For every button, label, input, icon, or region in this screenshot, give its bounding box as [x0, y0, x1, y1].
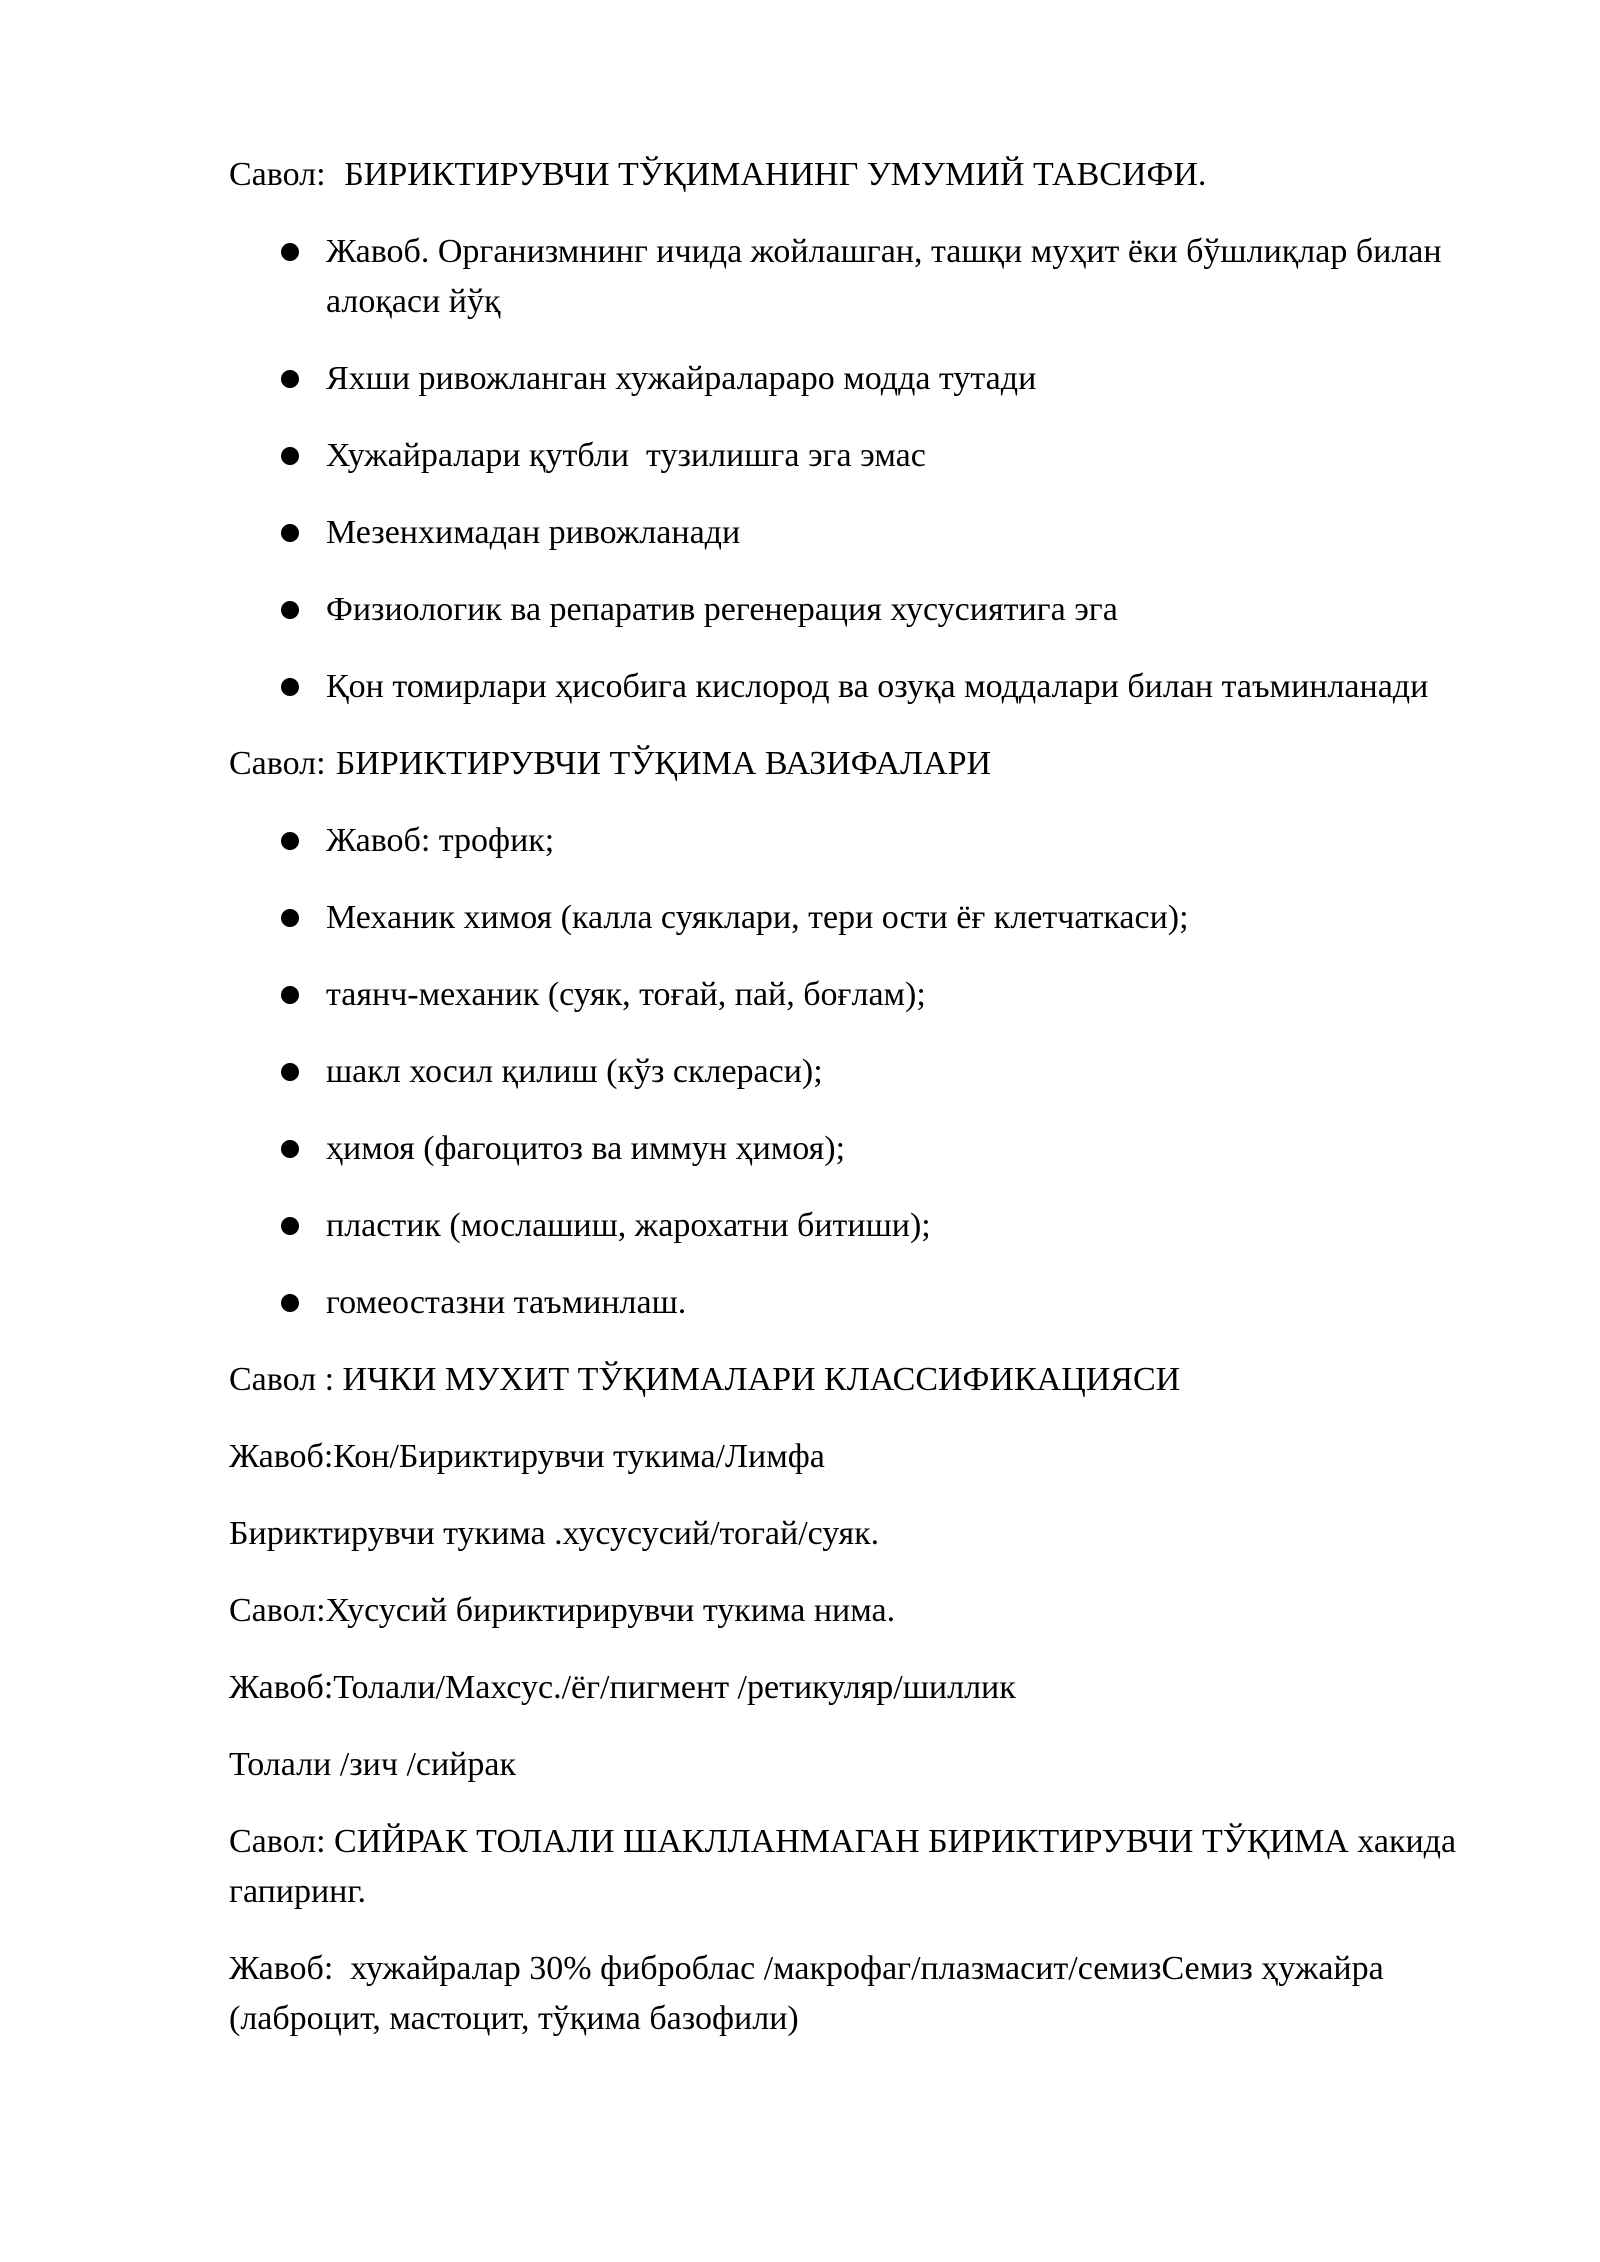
- bullet-icon: [281, 832, 299, 850]
- bullet-icon: [281, 678, 299, 696]
- list-item: [229, 970, 1519, 1020]
- answer-paragraph: Жавоб: хужайралар 30% фиброблас /макрофаг/плазмасит/семизСемиз ҳужайра (лаброцит, мастоцит, тўқима базофили): [229, 1950, 1393, 2037]
- list-item: [229, 816, 1519, 866]
- bullet-icon: [281, 1063, 299, 1081]
- question-1: [229, 150, 1519, 200]
- document-page: [229, 150, 1519, 2071]
- list-item-text: ҳимоя (фагоцитоз ва иммун ҳимоя);: [326, 1130, 846, 1167]
- bullet-icon: [281, 1140, 299, 1158]
- question-5: Савол: СИЙРАК ТОЛАЛИ ШАКЛЛАНМАГАН БИРИКТИРУВЧИ ТЎҚИМА хакида гапиринг.: [229, 1823, 1457, 1910]
- list-item-text: пластик (мослашиш, жарохатни битиши);: [326, 1207, 931, 1244]
- list-item-text: Қон томирлари ҳисобига кислород ва озуқа моддалари билан таъминланади: [326, 668, 1429, 705]
- answer-list-2: [229, 816, 1519, 1328]
- list-item: [229, 1201, 1519, 1251]
- list-item-text: гомеостазни таъминлаш.: [326, 1284, 687, 1321]
- list-item-text: Физиологик ва репаратив регенерация хусусиятига эга: [326, 591, 1118, 628]
- list-item-text: Механик химоя (калла суяклари, тери ости ёғ клетчаткаси);: [326, 899, 1189, 936]
- question-text: БИРИКТИРУВЧИ ТЎҚИМАНИНГ УМУМИЙ ТАВСИФИ.: [344, 156, 1207, 193]
- answer-paragraph: Жавоб:Кон/Бириктирувчи тукима/Лимфа: [229, 1438, 825, 1475]
- bullet-icon: [281, 601, 299, 619]
- answer-paragraph: Толали /зич /сийрак: [229, 1746, 516, 1783]
- question-text: БИРИКТИРУВЧИ ТЎҚИМА ВАЗИФАЛАРИ: [335, 745, 992, 782]
- list-item: [229, 585, 1519, 635]
- bullet-icon: [281, 909, 299, 927]
- bullet-icon: [281, 524, 299, 542]
- list-item-text: Хужайралари қутбли тузилишга эга эмас: [326, 437, 926, 474]
- answer-paragraph: Бириктирувчи тукима .хусусусий/тогай/суяк.: [229, 1515, 880, 1552]
- question-label: Савол:: [229, 745, 326, 782]
- list-item-text: Жавоб. Организмнинг ичида жойлашган, ташқи муҳит ёки бўшлиқлар билан алоқаси йўқ: [326, 233, 1442, 320]
- answer-paragraph: Жавоб:Толали/Махсус./ёг/пигмент /ретикуляр/шиллик: [229, 1669, 1016, 1706]
- bullet-icon: [281, 243, 299, 261]
- list-item: [229, 354, 1519, 404]
- list-item: [229, 662, 1519, 712]
- list-item: [229, 1047, 1519, 1097]
- list-item: [229, 508, 1519, 558]
- list-item: [229, 893, 1519, 943]
- list-item-text: Яхши ривожланган хужайраларaро модда тутади: [326, 360, 1037, 397]
- question-2: [229, 739, 1519, 789]
- list-item-text: шакл хосил қилиш (кўз склераси);: [326, 1053, 823, 1090]
- question-3: Савол : ИЧКИ МУХИТ ТЎҚИМАЛАРИ КЛАССИФИКАЦИЯСИ: [229, 1361, 1181, 1398]
- list-item: [229, 431, 1519, 481]
- list-item: [229, 227, 1519, 327]
- bullet-icon: [281, 447, 299, 465]
- list-item-text: Жавоб: трофик;: [326, 822, 555, 859]
- question-label: Савол:: [229, 156, 326, 193]
- question-4: Савол:Хусусий бириктирирувчи тукима нима.: [229, 1592, 896, 1629]
- list-item: [229, 1278, 1519, 1328]
- bullet-icon: [281, 986, 299, 1004]
- bullet-icon: [281, 1294, 299, 1312]
- bullet-icon: [281, 370, 299, 388]
- list-item-text: таянч-механик (суяк, тоғай, пай, боғлам);: [326, 976, 926, 1013]
- list-item: [229, 1124, 1519, 1174]
- answer-list-1: [229, 227, 1519, 712]
- bullet-icon: [281, 1217, 299, 1235]
- list-item-text: Мезенхимадан ривожланади: [326, 514, 741, 551]
